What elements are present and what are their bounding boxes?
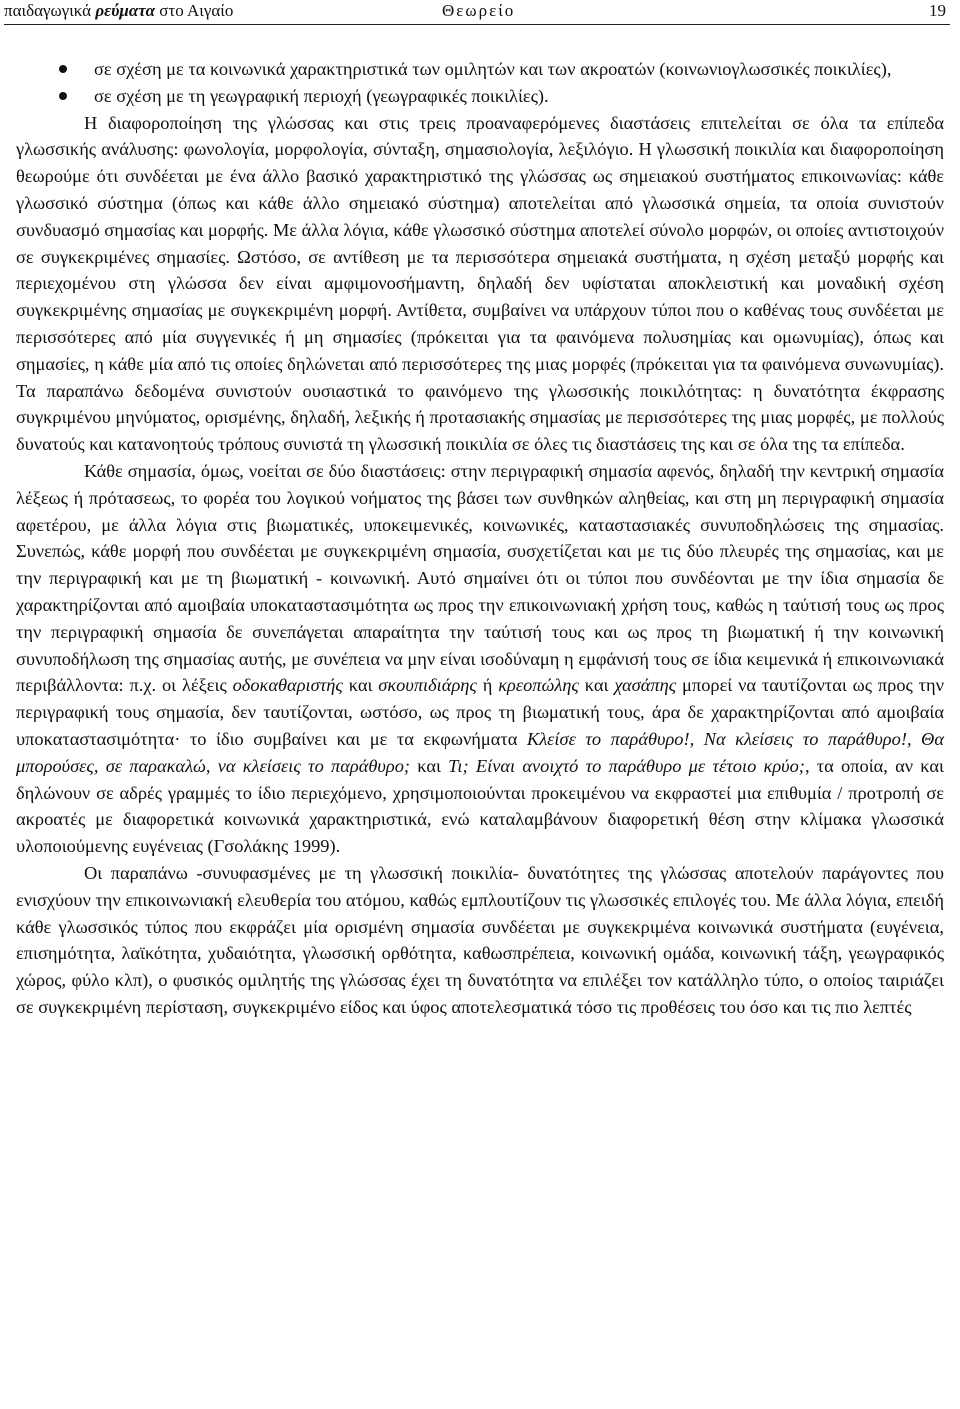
bullet-text: σε σχέση με τα κοινωνικά χαρακτηριστικά των ομιλητών και των ακροατών (κοινωνιογλωσσικές ποικιλίες),: [94, 59, 892, 79]
italic-text-segment: οδοκαθαριστής: [232, 675, 343, 696]
journal-title-part: παιδαγωγικά: [4, 1, 96, 20]
text-segment: , τα οποία, αν και δηλώνουν σε αδρές γραμμές το ίδιο περιεχόμενο, χρησιμοποιούνται προκειμένου να εκφραστεί μια επιθυμία / προτροπή σε ακροατές με διαφορετικά κοινωνικά χαρακτηριστικά, ενώ καταλαμβάνουν διαφορετική θέση στην κλίμακα γλωσσικά υλοποιούμενης ευγένειας (Γσολάκης 1999).: [16, 755, 944, 857]
italic-text-segment: κρεοπώλης: [498, 675, 579, 696]
italic-text-segment: χασάπης: [614, 675, 677, 696]
text-segment: και: [410, 755, 449, 776]
paragraph: [16, 458, 944, 860]
paragraph: [16, 110, 944, 458]
text-segment: Οι παραπάνω -συνυφασμένες με τη γλωσσική ποικιλία- δυνατότητες της γλώσσας αποτελούν παράγοντες που ενισχύουν την επικοινωνιακή ελευθερία του ατόμου, καθώς εμπλουτίζουν τις γλωσσικές επιλογές του. Με άλλα λόγια, επειδή κάθε γλωσσικός τύπος που εκφράζει μία ορισμένη σημασία συνδέεται με συγκεκριμένα κοινωνικά συστήματα (ευγένεια, επισημότητα, λαϊκότητα, χυδαιότητα, γλωσσική ορθότητα, καθωσπρέπεια, κοινωνική ομάδα, κοινωνική τάξη, γεωγραφικός χώρος, φύλο κλπ), ο φυσικός ομιλητής της γλώσσας έχει τη δυνατότητα να επιλέξει τον κατάλληλο τύπο, ο οποίος ταιριάζει σε συγκεκριμένη περίσταση, συγκεκριμένο είδος και ύφος αποτελεσματικά τόσο τις προθέσεις του όσο και τις πιο λεπτές: [16, 862, 944, 1017]
running-header: [4, 0, 950, 25]
text-segment: και: [578, 675, 615, 696]
paragraph: [16, 860, 944, 1021]
journal-title-part: στο Αιγαίο: [154, 1, 234, 20]
text-segment: Κάθε σημασία, όμως, νοείται σε δύο διαστάσεις: στην περιγραφική σημασία αφενός, δηλαδή την κεντρική σημασία λέξεως ή πρότασεως, το φορέα του λογικού νοήματος της βάσει των συνθηκών αληθείας, και στη μη περιγραφική σημασία αφετέρου, με άλλα λόγια στις βιωματικές, υποκειμενικές, κοινωνικές, καταστασιακές συνυποδηλώσεις της σημασίας. Συνεπώς, κάθε μορφή που συνδέεται με συγκεκριμένη σημασία, συσχετίζεται και με τις δύο πλευρές της σημασίας, και με την περιγραφική και με τη βιωματική - κοινωνική. Αυτό σημαίνει ότι οι τύποι που συνδέονται με την ίδια σημασία δε χαρακτηρίζονται από αμοιβαία υποκαταστασιμότητα ως προς την επικοινωνιακή χρήση τους, καθώς η ταύτισή τους ως προς την περιγραφική σημασία δε συνεπάγεται απαραίτητα την ταύτισή τους και ως προς τη βιωματική ή την κοινωνική συνυποδήλωση της σημασίας αυτής, με συνέπεια να μην είναι ισοδύναμη η εμφάνισή τους σε ίδια κειμενικά ή επικοινωνιακά περιβάλλοντα: π.χ. οι λέξεις: [16, 460, 944, 696]
bullet-dot-icon: [59, 92, 67, 100]
journal-title: [4, 0, 233, 22]
text-segment: μπορεί να ταυτίζονται ως προς την περιγραφική τους σημασία, δεν ταυτίζονται, ωστόσο, ως προς τη βιωματική τους, άρα δε χαρακτηρίζονται από αμοιβαία υποκαταστασιμότητα· το ίδιο συμβαίνει και με τα εκφωνήματα: [16, 675, 944, 749]
section-title: Θεωρείο: [442, 1, 516, 20]
italic-text-segment: Τι; Είναι ανοιχτό το παράθυρο με τέτοιο κρύο;: [448, 755, 805, 776]
body-text: [16, 56, 944, 1021]
text-segment: ή: [476, 675, 499, 696]
text-segment: Η διαφοροποίηση της γλώσσας και στις τρεις προαναφερόμενες διαστάσεις επιτελείται σε όλα τα επίπεδα γλωσσικής ανάλυσης: φωνολογία, μορφολογία, σύνταξη, σημασιολογία, λεξιλόγιο. Η γλωσσική ποικιλία και διαφοροποίηση θεωρούμε ότι συνδέεται με ένα άλλο βασικό χαρακτηριστικό της γλώσσας ως σημειακού συστήματος επικοινωνίας: κάθε γλωσσικό σύστημα (όπως και κάθε άλλο σημειακό σύστημα) αποτελείται από γλωσσικά σημεία, τα οποία συνιστούν συνδυασμό σημασίας και μορφής. Με άλλα λόγια, κάθε γλωσσικό σύστημα αποτελεί σύνολο μορφών, οι οποίες αντιστοιχούν σε συγκεκριμένες σημασίες. Ωστόσο, σε αντίθεση με τα περισσότερα σημειακά συστήματα, η σχέση μεταξύ μορφής και περιεχομένου στη γλώσσα δεν είναι αμφιμονοσήμαντη, δηλαδή δεν υφίσταται αποκλειστική και μοναδική σχέση συγκεκριμένης σημασίας με συγκεκριμένη μορφή. Αντίθετα, συμβαίνει να υπάρχουν τύποι που ο καθένας τους συνδέεται με περισσότερες από μία συγγενικές ή μη σημασίες (πρόκειται για τα φαινόμενα πολυσημίας και ομωνυμίας), όπως και σημασίες, η κάθε μία από τις οποίες δηλώνεται από περισσότερες της μιας μορφές (πρόκειται για τα φαινόμενα συνωνυμίας). Τα παραπάνω δεδομένα συνιστούν ουσιαστικά το φαινόμενο της γλωσσικής ποικιλότητας: η δυνατότητα έκφρασης συγκριμένου μηνύματος, ορισμένης, δηλαδή, λεξικής ή προτασιακής σημασίας με περισσότερες της μιας μορφές, με πολλούς δυνατούς και κατανοητούς τρόπους συνιστά τη γλωσσική ποικιλία σε όλες τις διαστάσεις της και σε όλα της τα επίπεδα.: [16, 112, 945, 455]
text-segment: και: [342, 675, 379, 696]
bullet-item: [16, 83, 944, 110]
bullet-dot-icon: [59, 65, 67, 73]
journal-title-emphasis: ρεύματα: [95, 1, 155, 20]
italic-text-segment: σκουπιδιάρης: [378, 675, 477, 696]
page-number: 19: [929, 1, 946, 20]
italic-text-segment: Κλείσε το παράθυρο!, Να κλείσεις το παράθυρο!, Θα μπορούσες, σε παρακαλώ, να κλείσεις το παράθυρο;: [16, 728, 944, 776]
bullet-text: σε σχέση με τη γεωγραφική περιοχή (γεωγραφικές ποικιλίες).: [94, 85, 549, 106]
bullet-list: [16, 56, 944, 110]
bullet-item: [16, 56, 944, 83]
